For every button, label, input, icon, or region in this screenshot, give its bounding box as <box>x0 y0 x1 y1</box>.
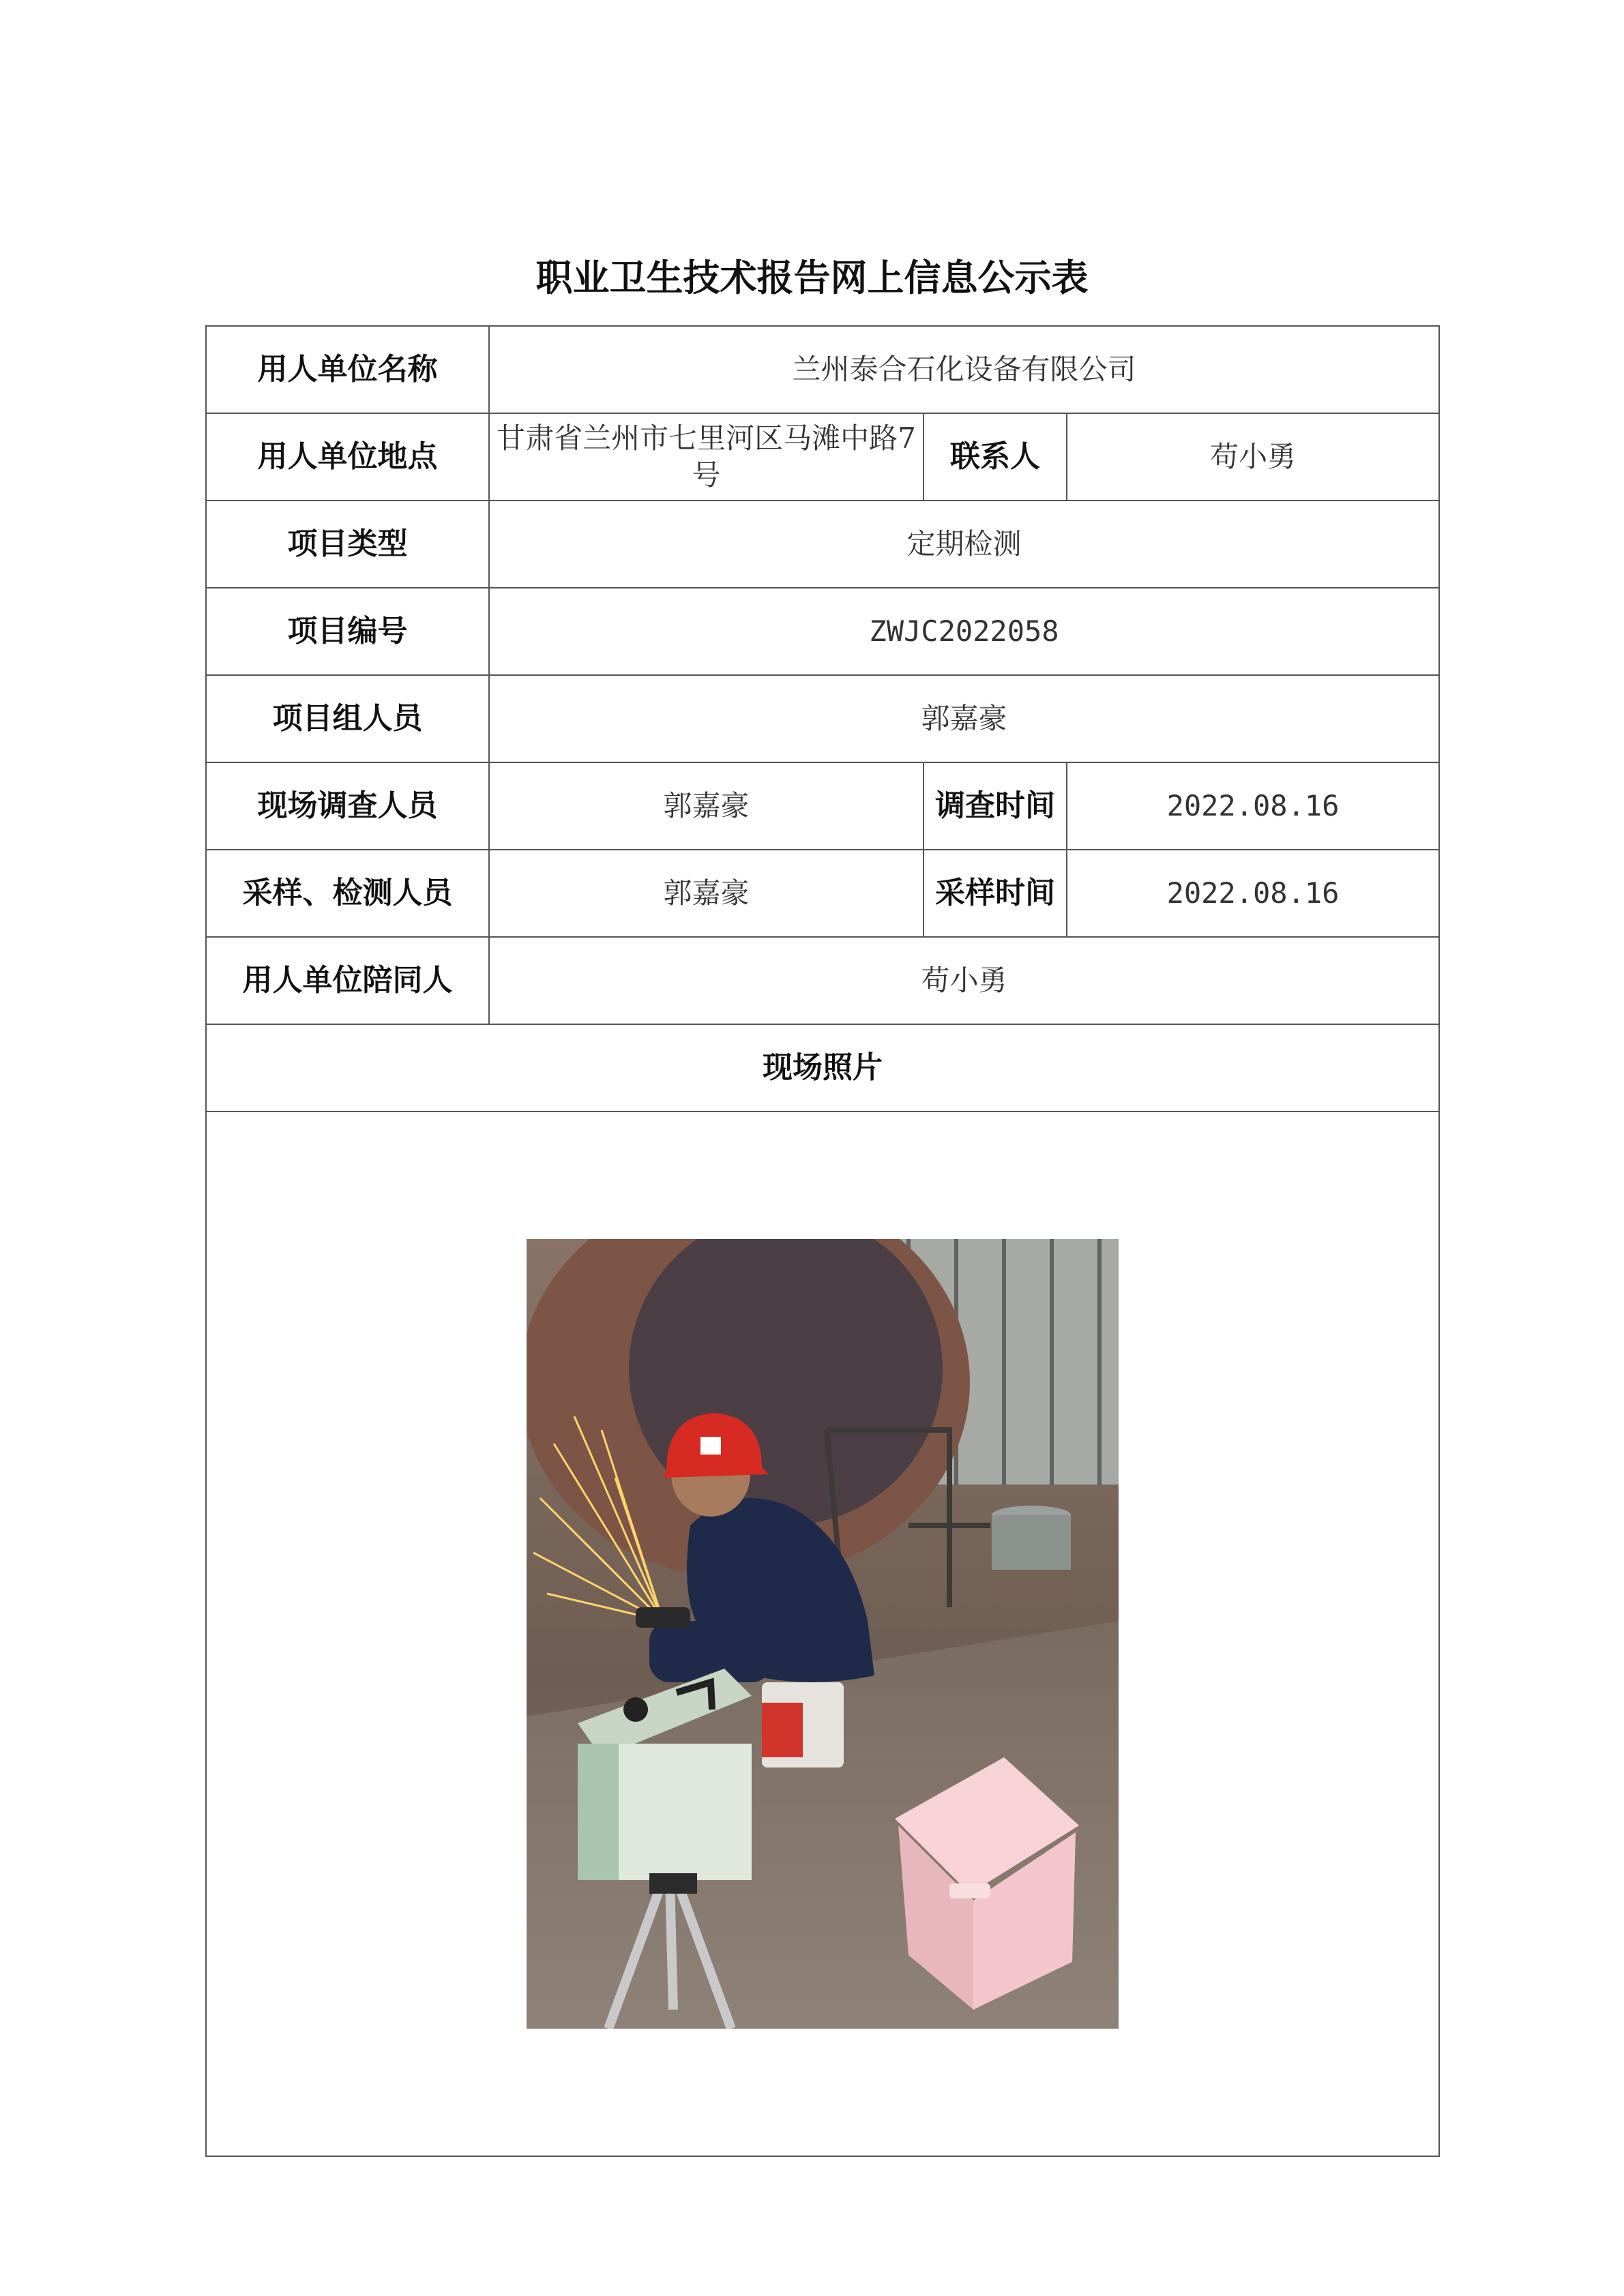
bucket <box>992 1515 1071 1570</box>
pink-box-handle <box>949 1883 990 1898</box>
site-photo <box>527 1239 1119 2029</box>
info-table <box>205 325 1440 2157</box>
photo-cell <box>206 1112 1439 2156</box>
project-number-label: 项目编号 <box>206 588 489 675</box>
row-photos <box>206 1112 1439 2156</box>
survey-staff-value: 郭嘉豪 <box>489 762 924 850</box>
survey-staff-label: 现场调查人员 <box>206 762 489 850</box>
helmet-logo <box>700 1437 721 1455</box>
employer-name-value: 兰州泰合石化设备有限公司 <box>489 326 1439 413</box>
row-employer-name <box>206 326 1439 413</box>
project-team-value: 郭嘉豪 <box>489 675 1439 762</box>
employer-address-value: 甘肃省兰州市七里河区马滩中路7号 <box>489 413 924 501</box>
row-survey-staff <box>206 762 1439 850</box>
employer-name-label: 用人单位名称 <box>206 326 489 413</box>
grinder <box>636 1607 690 1628</box>
project-type-label: 项目类型 <box>206 501 489 588</box>
photos-label: 现场照片 <box>206 1024 1439 1112</box>
row-project-team <box>206 675 1439 762</box>
contact-label: 联系人 <box>924 413 1067 501</box>
instrument-side <box>578 1744 619 1880</box>
sampling-time-label: 采样时间 <box>924 850 1067 937</box>
accompanying-value: 苟小勇 <box>489 937 1439 1024</box>
survey-time-value: 2022.08.16 <box>1067 762 1439 850</box>
page-title: 职业卫生技术报告网上信息公示表 <box>535 256 1089 299</box>
row-accompanying <box>206 937 1439 1024</box>
sampling-staff-label: 采样、检测人员 <box>206 850 489 937</box>
project-team-label: 项目组人员 <box>206 675 489 762</box>
contact-value: 苟小勇 <box>1067 413 1439 501</box>
row-sampling-staff <box>206 850 1439 937</box>
site-photo-illustration <box>527 1239 1119 2029</box>
project-number-value: ZWJC2022058 <box>489 588 1439 675</box>
worker-legs <box>649 1621 772 1682</box>
instrument-knob <box>623 1697 648 1722</box>
survey-time-label: 调查时间 <box>924 762 1067 850</box>
row-project-number <box>206 588 1439 675</box>
row-project-type <box>206 501 1439 588</box>
accompanying-label: 用人单位陪同人 <box>206 937 489 1024</box>
row-employer-address <box>206 413 1439 501</box>
employer-address-label: 用人单位地点 <box>206 413 489 501</box>
row-photos-header <box>206 1024 1439 1112</box>
tripod-head <box>649 1873 697 1894</box>
sampling-time-value: 2022.08.16 <box>1067 850 1439 937</box>
paint-can-label <box>762 1703 803 1757</box>
project-type-value: 定期检测 <box>489 501 1439 588</box>
sampling-staff-value: 郭嘉豪 <box>489 850 924 937</box>
